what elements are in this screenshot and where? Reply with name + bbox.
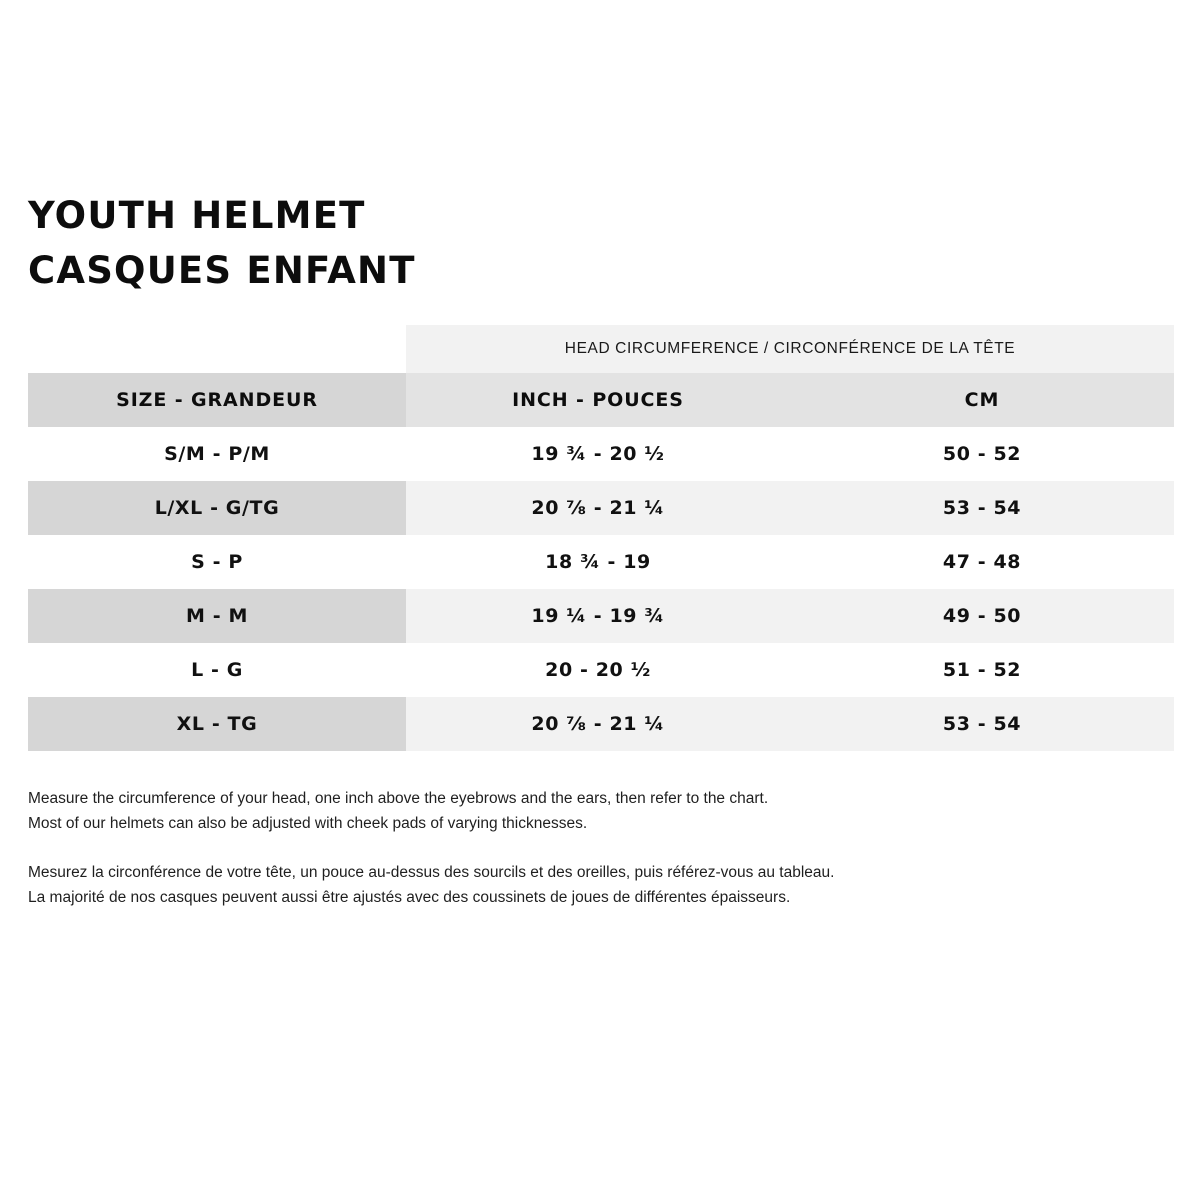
cell-inch: 19 ¾ - 20 ½ xyxy=(406,427,790,481)
measurement-notes xyxy=(28,786,1148,910)
cell-size: S/M - P/M xyxy=(28,427,406,481)
cell-inch: 20 ⅞ - 21 ¼ xyxy=(406,481,790,535)
group-header-cell xyxy=(406,325,1174,373)
cell-size: L/XL - G/TG xyxy=(28,481,406,535)
cell-size: S - P xyxy=(28,535,406,589)
table-row xyxy=(28,643,1174,697)
table-row xyxy=(28,589,1174,643)
note-en-line-2: Most of our helmets can also be adjusted with cheek pads of varying thicknesses. xyxy=(28,815,588,832)
cell-size: L - G xyxy=(28,643,406,697)
cell-cm: 53 - 54 xyxy=(790,481,1174,535)
note-fr-line-2: La majorité de nos casques peuvent aussi être ajustés avec des coussinets de joues de différentes épaisseurs. xyxy=(28,889,791,906)
column-header-cm: CM xyxy=(790,373,1174,427)
table-group-header-row xyxy=(28,325,1174,373)
notes-spacer xyxy=(28,836,1148,860)
column-header-size: SIZE - GRANDEUR xyxy=(28,373,406,427)
page-title-fr: CASQUES ENFANT xyxy=(28,249,416,292)
helmet-size-table xyxy=(28,325,1174,751)
cell-size: M - M xyxy=(28,589,406,643)
note-fr-line-1: Mesurez la circonférence de votre tête, un pouce au-dessus des sourcils et des oreilles, puis référez-vous au tableau. xyxy=(28,864,835,881)
column-header-inch: INCH - POUCES xyxy=(406,373,790,427)
cell-cm: 47 - 48 xyxy=(790,535,1174,589)
group-header-spacer xyxy=(28,325,406,373)
cell-size: XL - TG xyxy=(28,697,406,751)
cell-cm: 49 - 50 xyxy=(790,589,1174,643)
cell-inch: 20 ⅞ - 21 ¼ xyxy=(406,697,790,751)
cell-inch: 20 - 20 ½ xyxy=(406,643,790,697)
cell-cm: 53 - 54 xyxy=(790,697,1174,751)
cell-cm: 50 - 52 xyxy=(790,427,1174,481)
group-header-label: HEAD CIRCUMFERENCE / CIRCONFÉRENCE DE LA TÊTE xyxy=(564,340,1016,357)
cell-cm: 51 - 52 xyxy=(790,643,1174,697)
page-title xyxy=(28,188,828,298)
table-column-header-row xyxy=(28,373,1174,427)
cell-inch: 19 ¼ - 19 ¾ xyxy=(406,589,790,643)
table-row xyxy=(28,427,1174,481)
table-row xyxy=(28,697,1174,751)
table-row xyxy=(28,481,1174,535)
cell-inch: 18 ¾ - 19 xyxy=(406,535,790,589)
page-title-en: YOUTH HELMET xyxy=(28,194,366,237)
table-row xyxy=(28,535,1174,589)
note-en-line-1: Measure the circumference of your head, one inch above the eyebrows and the ears, then refer to the chart. xyxy=(28,790,769,807)
